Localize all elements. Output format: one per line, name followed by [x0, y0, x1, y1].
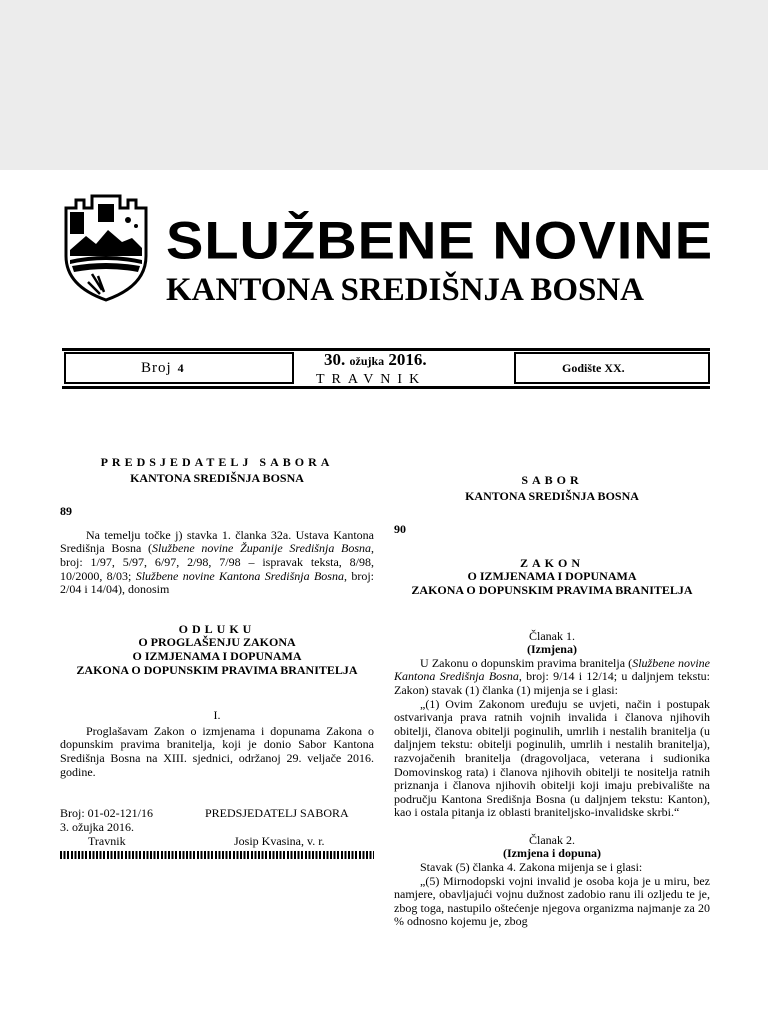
odluka-line-2: O IZMJENAMA I DOPUNAMA	[132, 648, 302, 663]
zakon-title: ZAKON	[519, 555, 584, 570]
clanak-1-subtitle: (Izmjena)	[527, 642, 577, 657]
left-heading-2: KANTONA SREDIŠNJA BOSNA	[130, 470, 304, 485]
issue-number-box	[64, 352, 294, 384]
section-separator	[60, 851, 374, 859]
odluka-body: Proglašavam Zakon o izmjenama i dopunama Zakona o dopunskim pravima branitelja, koji je donio Sabor Kantona Središnja Bosna na XIII. sjednici, održanoj 29. veljače 2016. godine.	[60, 723, 374, 779]
clanak-2-title: Članak 2.	[529, 832, 575, 847]
volume-label: Godište XX.	[562, 360, 625, 375]
clanak-2-subtitle: (Izmjena i dopuna)	[502, 846, 601, 861]
left-intro-text-c: , broj: 2/04 i 14/04), donosim	[60, 568, 374, 597]
section-roman-numeral: I.	[213, 708, 221, 723]
masthead-title: SLUŽBENE NOVINE	[166, 210, 714, 271]
masthead-subtitle: KANTONA SREDIŠNJA BOSNA	[166, 272, 645, 308]
right-heading-2: KANTONA SREDIŠNJA BOSNA	[465, 488, 639, 503]
signer-name: Josip Kvasina, v. r.	[234, 834, 325, 849]
act-number-89: 89	[60, 504, 72, 519]
act-number-90: 90	[394, 522, 406, 537]
left-column	[60, 456, 374, 865]
clanak-2-paragraph: Stavak (5) članka 4. Zakona mijenja se i glasi:	[420, 860, 643, 875]
issue-date-month: ožujka	[349, 354, 385, 368]
issue-number-value: 4	[177, 360, 185, 375]
clanak-1-text-b: , broj: 9/14 i 12/14; u daljnjem tekstu: Zakon) stavak (1) članka (1) mijenja se i glasi:	[394, 669, 710, 697]
right-column	[394, 474, 710, 929]
clanak-1-paragraph	[394, 657, 710, 698]
odluka-title: ODLUKU	[178, 621, 256, 636]
signature-block	[60, 807, 374, 865]
scan-top-margin	[0, 0, 768, 170]
clanak-1-text-a: U Zakonu o dopunskim pravima branitelja (	[420, 655, 633, 670]
reference-place: Travnik	[88, 834, 126, 849]
clanak-2-quote: „(5) Mirnodopski vojni invalid je osoba koja je u miru, bez namjere, obavljajući vojnu dužnost zadobio ranu ili ozljedu te je, zbog toga, nastupilo oštećenje njegova organizma najmanje za 20 % odnosno kojemu je, zbog	[394, 873, 710, 929]
odluka-line-3: ZAKONA O DOPUNSKIM PRAVIMA BRANITELJA	[76, 662, 358, 677]
zakon-line-1: O IZMJENAMA I DOPUNAMA	[467, 569, 637, 584]
left-intro-italic-2: Službene novine Kantona Središnja Bosna	[135, 568, 344, 583]
zakon-line-2: ZAKONA O DOPUNSKIM PRAVIMA BRANITELJA	[411, 582, 693, 597]
odluka-line-1: O PROGLAŠENJU ZAKONA	[138, 635, 296, 650]
left-heading-1: PREDSJEDATELJ SABORA	[100, 455, 334, 469]
issue-date	[324, 350, 427, 370]
reference-number: Broj: 01-02-121/16	[60, 806, 153, 821]
reference-date: 3. ožujka 2016.	[60, 820, 134, 835]
clanak-1-italic: Službene novine Kantona Središnja Bosna	[394, 655, 710, 684]
left-intro-italic-1: Službene novine Županije Središnja Bosna	[152, 541, 372, 556]
left-intro-text-a: Na temelju točke j) stavka 1. članka 32a. Ustava Kantona Središnja Bosna (	[60, 527, 374, 556]
issue-city: TRAVNIK	[316, 372, 427, 387]
signer-title: PREDSJEDATELJ SABORA	[205, 806, 349, 821]
clanak-1-quote: „(1) Ovim Zakonom uređuju se uvjeti, način i postupak ostvarivanja prava ratnih vojnih invalida i članova njihovih obitelji, članova obitelji poginulih, umrlih i nestalih branitelja (u daljnjem tekstu: obitelji poginulih, umrlih i nestalih branitelja), razvojačenih branitelja (dragovoljaca, veterana i sudionika Domovinskog rata) i članova njihovih obitelji te nositelja ratnih priznanja i članova njihovih obitelji koji imaju prebivalište na području Kantona Središnja Bosna (u daljnjem tekstu: Kanton), kao i ostala pitanja iz oblasti braniteljsko-invalidske skrbi.“	[394, 696, 710, 820]
coat-of-arms-logo	[62, 194, 150, 302]
issue-date-day: 30.	[324, 350, 346, 369]
left-intro-text-b: , broj: 1/97, 5/97, 6/97, 2/98, 7/98 – ispravak teksta, 8/98, 10/2000, 8/03;	[60, 541, 375, 583]
issue-date-year: 2016.	[388, 350, 427, 369]
issue-number-label: Broj	[141, 359, 172, 376]
right-heading-1: SABOR	[521, 473, 583, 487]
left-intro-paragraph	[60, 529, 374, 597]
volume-box	[514, 352, 710, 384]
clanak-1-title: Članak 1.	[529, 628, 575, 643]
